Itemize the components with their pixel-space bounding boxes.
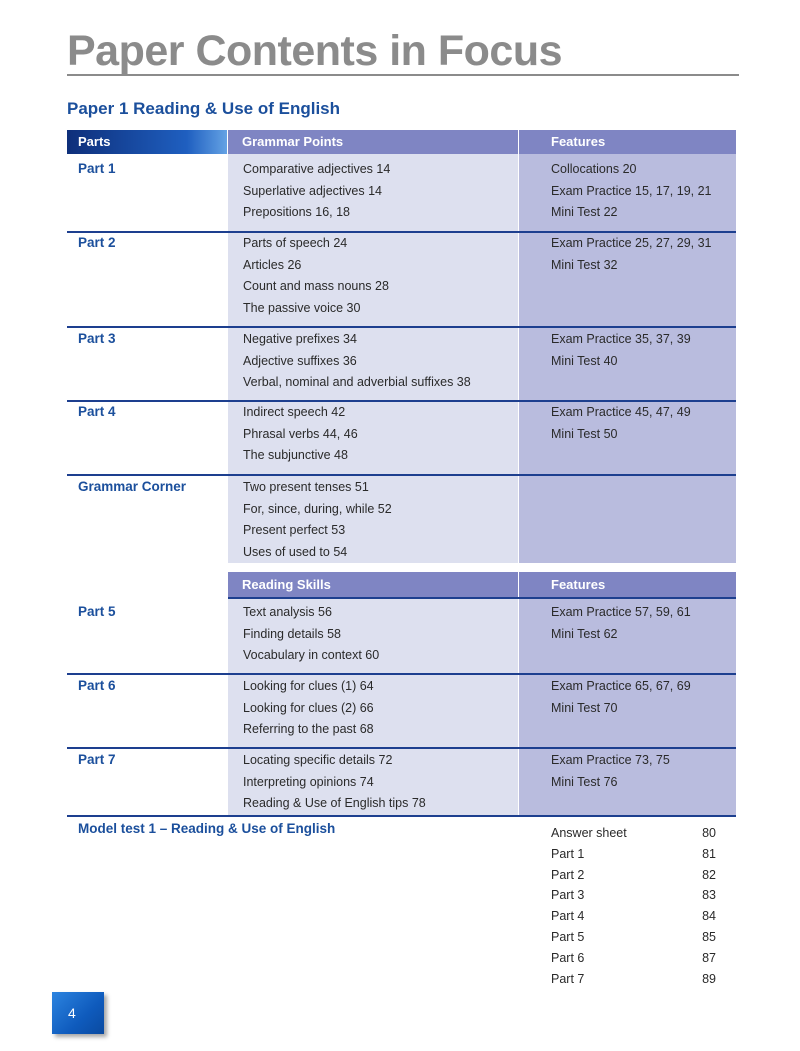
reading-skill: Interpreting opinions 74 [243,774,374,789]
feature-item: Exam Practice 57, 59, 61 [551,605,691,619]
row-divider [228,597,736,599]
grammar-point: For, since, during, while 52 [243,501,392,516]
feature-item: Exam Practice 35, 37, 39 [551,332,691,346]
index-row [551,948,716,969]
features-list [551,233,712,276]
grammar-point: Comparative adjectives 14 [243,162,391,176]
grammar-point: The passive voice 30 [243,300,361,315]
feature-item: Exam Practice 15, 17, 19, 21 [551,183,712,198]
grammar-point: Two present tenses 51 [243,480,369,494]
header-parts: Parts [67,130,227,154]
index-page: 87 [702,950,716,965]
features-list [551,402,691,445]
model-test-index [551,823,716,989]
feature-item: Exam Practice 25, 27, 29, 31 [551,236,712,250]
reading-skill: Looking for clues (1) 64 [243,679,374,693]
paper-subtitle: Paper 1 Reading & Use of English [67,99,341,118]
grammar-point: Count and mass nouns 28 [243,279,389,293]
part-label: Grammar Corner [78,479,187,494]
part-label: Part 4 [78,404,116,419]
index-label: Part 1 [551,846,585,861]
part-label: Part 3 [78,331,116,346]
features-list [551,602,691,645]
feature-item: Mini Test 50 [551,426,618,441]
row-divider [67,815,736,817]
grammar-point: Phrasal verbs 44, 46 [243,426,358,441]
feature-item: Mini Test 40 [551,353,618,368]
index-row [551,844,716,865]
grammar-points-list [243,159,390,224]
grammar-point: Uses of used to 54 [243,544,348,559]
index-page: 85 [702,929,716,944]
feature-item: Mini Test 76 [551,774,618,789]
reading-skill: Locating specific details 72 [243,753,393,767]
header-features: Features [519,130,736,154]
index-page: 89 [702,971,716,986]
grammar-point: Articles 26 [243,257,302,272]
feature-item: Collocations 20 [551,162,637,176]
part-label: Part 5 [78,604,116,619]
reading-skills-list [243,602,379,667]
features-list [551,750,670,793]
index-row [551,906,716,927]
page-number: 4 [52,992,104,1034]
feature-item: Mini Test 32 [551,257,618,272]
row-divider [67,326,736,328]
header-features-2: Features [519,572,736,597]
grammar-point: The subjunctive 48 [243,448,348,462]
index-label: Part 5 [551,929,585,944]
index-row [551,927,716,948]
index-page: 81 [702,846,716,861]
part-label: Part 6 [78,678,116,693]
grammar-points-list [243,329,471,394]
index-page: 80 [702,826,716,840]
reading-skill: Looking for clues (2) 66 [243,700,374,715]
header-reading-skills: Reading Skills [228,572,518,597]
grammar-points-list [243,402,358,467]
model-test-label: Model test 1 – Reading & Use of English [78,821,336,836]
index-label: Part 3 [551,888,585,903]
index-row [551,865,716,886]
grammar-points-list [243,477,392,563]
feature-item: Exam Practice 45, 47, 49 [551,405,691,419]
index-row [551,969,716,990]
index-page: 82 [702,867,716,882]
index-row [551,885,716,906]
index-label: Part 4 [551,909,585,924]
feature-item: Exam Practice 73, 75 [551,753,670,767]
reading-skill: Referring to the past 68 [243,722,374,736]
feature-item: Mini Test 22 [551,205,618,219]
features-list [551,676,691,719]
part-label: Part 7 [78,752,116,767]
grammar-points-list [243,233,389,319]
feature-item: Mini Test 62 [551,626,618,641]
index-label: Part 6 [551,950,585,965]
index-page: 83 [702,888,716,903]
header-grammar-points: Grammar Points [228,130,518,154]
features-list [551,329,691,372]
reading-skills-list [243,676,374,741]
index-label: Part 2 [551,867,585,882]
part-label: Part 1 [78,161,116,176]
grammar-point: Present perfect 53 [243,523,346,537]
feature-item: Mini Test 70 [551,700,618,715]
features-list [551,159,712,224]
row-divider [67,673,736,675]
grammar-point: Adjective suffixes 36 [243,353,357,368]
feature-item: Exam Practice 65, 67, 69 [551,679,691,693]
row-divider [67,474,736,476]
reading-skills-list [243,750,426,815]
grammar-point: Parts of speech 24 [243,236,348,250]
reading-skill: Text analysis 56 [243,605,332,619]
row-divider [67,747,736,749]
grammar-point: Indirect speech 42 [243,405,346,419]
page-title: Paper Contents in Focus [67,28,739,76]
reading-skill: Finding details 58 [243,626,341,641]
index-label: Answer sheet [551,826,627,840]
index-page: 84 [702,909,716,924]
grammar-point: Verbal, nominal and adverbial suffixes 38 [243,375,471,389]
grammar-point: Prepositions 16, 18 [243,205,351,219]
grammar-point: Superlative adjectives 14 [243,183,382,198]
reading-skill: Vocabulary in context 60 [243,648,380,662]
grammar-point: Negative prefixes 34 [243,332,357,346]
index-label: Part 7 [551,971,585,986]
index-row [551,823,716,844]
reading-skill: Reading & Use of English tips 78 [243,796,426,810]
part-label: Part 2 [78,235,116,250]
